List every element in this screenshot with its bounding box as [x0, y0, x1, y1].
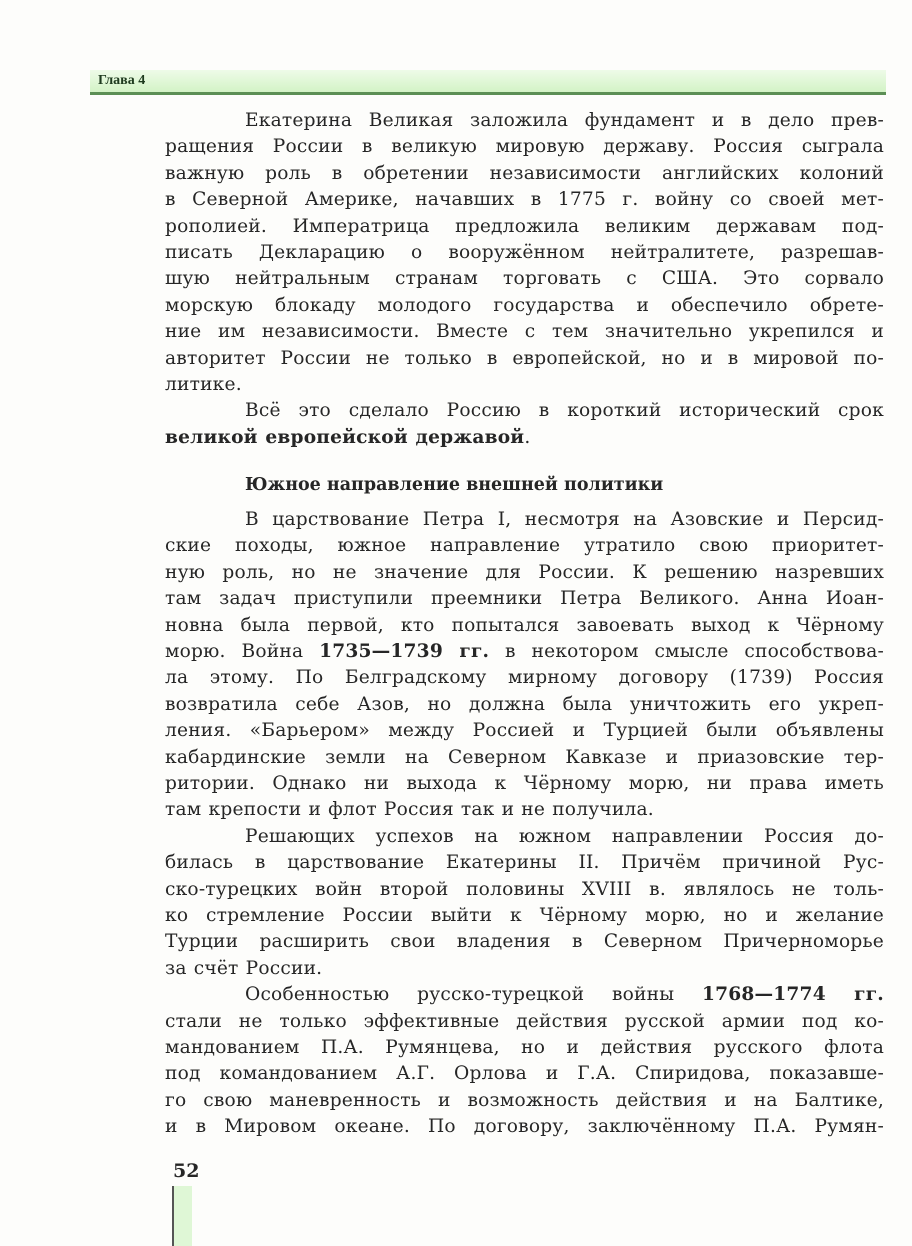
text-segment: новна была первой, кто попытался завоевать выход к Чёрному	[165, 614, 884, 636]
text-line	[165, 903, 884, 929]
text-line	[165, 850, 884, 876]
page-number: 52	[173, 1160, 200, 1182]
text-segment: важную роль в обретении независимости английских колоний	[165, 162, 884, 184]
text-segment: морскую блокаду молодого государства и обеспечило обрете-	[165, 294, 884, 316]
text-line	[165, 134, 884, 160]
text-line	[165, 797, 884, 823]
text-line	[165, 507, 884, 533]
text-line	[165, 1061, 884, 1087]
text-segment: Всё это сделало Россию в короткий исторический срок	[245, 400, 884, 422]
text-line	[165, 1088, 884, 1114]
bold-text-segment: 1735—1739 гг.	[319, 641, 490, 662]
text-line	[165, 745, 884, 771]
text-line	[165, 692, 884, 718]
text-line	[165, 425, 884, 451]
text-line	[165, 665, 884, 691]
text-line	[165, 560, 884, 586]
text-segment: ления. «Барьером» между Россией и Турцией были объявлены	[165, 720, 884, 742]
text-segment: ние им независимости. Вместе с тем значительно укрепился и	[165, 321, 884, 343]
text-segment: ла этому. По Белградскому мирному договору (1739) Россия	[165, 667, 884, 689]
text-line	[165, 956, 884, 982]
text-segment: го свою маневренность и возможность действия и на Балтике,	[165, 1089, 884, 1111]
text-line	[165, 187, 884, 213]
text-segment: там задач приступили преемники Петра Великого. Анна Иоан-	[165, 588, 884, 610]
text-segment: Турции расширить свои владения в Северном Причерноморье	[165, 931, 884, 953]
text-segment: шую нейтральным странам торговать с США. Это сорвало	[165, 268, 884, 290]
text-line	[165, 639, 884, 665]
text-segment: ско-турецких войн второй половины XVIII в. являлось не толь-	[165, 878, 884, 900]
text-segment: рополией. Императрица предложила великим державам под-	[165, 215, 884, 237]
text-segment: билась в царствование Екатерины II. Причём причиной Рус-	[165, 852, 884, 874]
text-line	[165, 982, 884, 1008]
text-line	[165, 372, 884, 398]
text-line	[165, 586, 884, 612]
section-heading: Южное направление внешней политики	[245, 475, 664, 495]
header-rule	[90, 92, 886, 95]
text-segment: морю. Война	[165, 641, 320, 662]
text-segment: в некотором смысле способствова-	[489, 641, 884, 662]
text-line	[165, 214, 884, 240]
text-segment: авторитет России не только в европейской, но и в мировой по-	[165, 347, 884, 369]
text-segment: ращения России в великую мировую державу. Россия сыграла	[165, 136, 884, 158]
header-band	[90, 70, 886, 92]
text-line	[165, 718, 884, 744]
text-line	[165, 877, 884, 903]
text-segment: ко стремление России выйти к Чёрному морю, но и желание	[165, 905, 884, 926]
text-segment: под командованием А.Г. Орлова и Г.А. Спиридова, показавше-	[165, 1063, 884, 1085]
text-line	[165, 1114, 884, 1140]
text-line	[165, 1009, 884, 1035]
chapter-label: Глава 4	[98, 73, 146, 88]
text-segment: мандованием П.А. Румянцева, но и действия русского флота	[165, 1037, 884, 1058]
text-line	[165, 240, 884, 266]
text-line	[165, 346, 884, 372]
text-line	[165, 266, 884, 292]
text-segment: возвратила себе Азов, но должна была уничтожить его укреп-	[165, 693, 884, 715]
text-segment: В царствование Петра I, несмотря на Азовские и Персид-	[245, 509, 884, 530]
text-segment: за счёт России.	[165, 957, 323, 979]
text-segment: литике.	[165, 374, 242, 395]
text-segment: ские походы, южное направление утратило свою приоритет-	[165, 535, 884, 557]
page-side-bar	[172, 1186, 192, 1246]
text-segment: Особенностью русско-турецкой войны	[245, 984, 702, 1006]
text-line	[165, 161, 884, 187]
text-line	[165, 771, 884, 797]
bold-text-segment: великой европейской державой	[165, 426, 525, 448]
text-segment: в Северной Америке, начавших в 1775 г. войну со своей мет-	[165, 189, 884, 211]
text-line	[165, 613, 884, 639]
text-segment: ритории. Однако ни выхода к Чёрному морю, ни права иметь	[165, 773, 884, 794]
text-segment: кабардинские земли на Северном Кавказе и приазовские тер-	[165, 746, 884, 768]
text-line	[165, 929, 884, 955]
text-line	[165, 824, 884, 850]
text-segment: писать Декларацию о вооружённом нейтралитете, разрешав-	[165, 242, 884, 263]
text-segment: стали не только эффективные действия русской армии под ко-	[165, 1010, 884, 1032]
text-line	[165, 319, 884, 345]
text-line	[165, 293, 884, 319]
text-segment: Екатерина Великая заложила фундамент и в дело прев-	[245, 110, 884, 131]
text-line	[165, 108, 884, 134]
text-segment: ную роль, но не значение для России. К решению назревших	[165, 561, 884, 583]
text-segment: Решающих успехов на южном направлении Россия до-	[245, 825, 884, 847]
text-line	[165, 533, 884, 559]
text-segment: .	[524, 426, 531, 448]
bold-text-segment: 1768—1774 гг.	[701, 984, 884, 1006]
text-line	[165, 398, 884, 424]
text-line	[165, 1035, 884, 1061]
text-segment: там крепости и флот Россия так и не получила.	[165, 799, 654, 821]
text-segment: и в Мировом океане. По договору, заключённому П.А. Румян-	[165, 1116, 884, 1138]
